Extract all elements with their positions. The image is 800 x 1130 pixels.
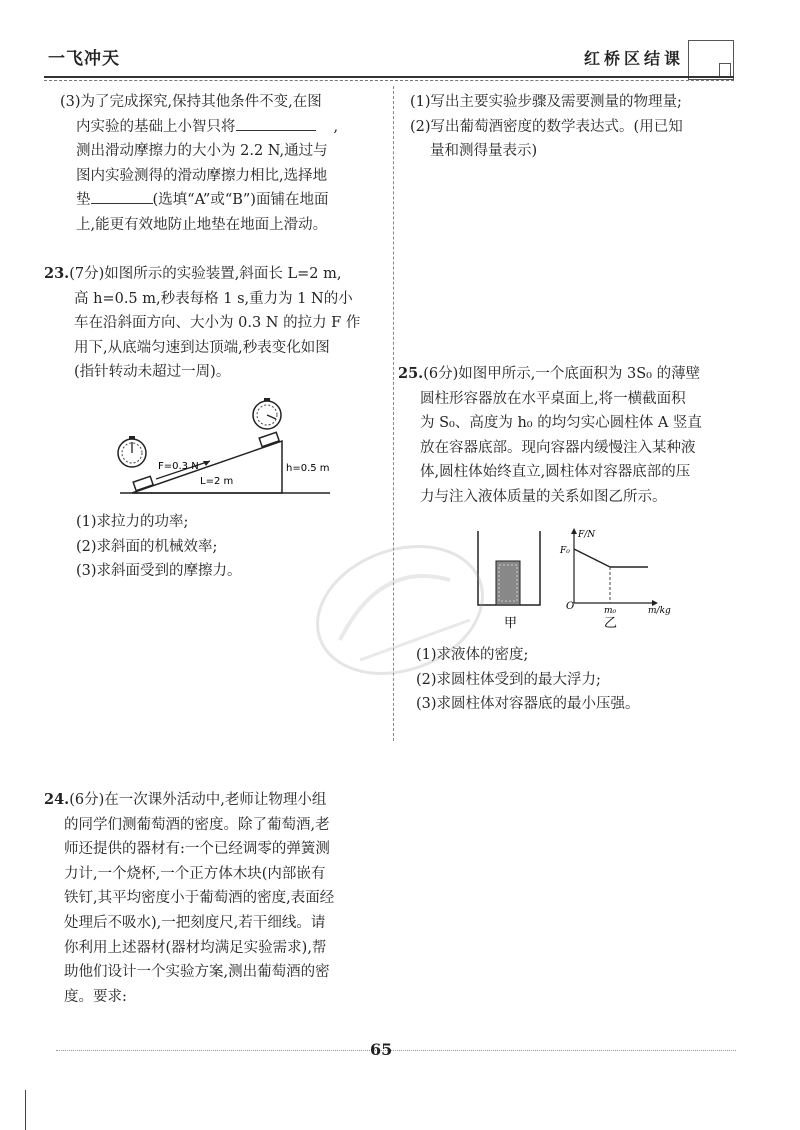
q25-line-6: 力与注入液体质量的关系如图乙所示。 [420,488,667,505]
q23-line-3: 车在沿斜面方向、大小为 0.3 N 的拉力 F 作 [74,315,361,332]
q23-stem [44,262,360,385]
q24-line-1: (6分)在一次课外活动中,老师让物理小组 [69,792,327,808]
q24-line-3: 师还提供的器材有:一个已经调零的弹簧测 [64,841,330,858]
container-figure [470,525,690,635]
y-tick-f0: F₀ [560,546,570,556]
q23-question-3: (3)求斜面受到的摩擦力。 [76,563,242,580]
margin-line [25,1090,26,1130]
q24-req-2: (2)写出葡萄酒密度的数学表达式。(用已知 [410,118,683,135]
label-jia: 甲 [504,616,518,631]
q24-line-9: 度。要求: [64,988,127,1005]
q23-line-2: 高 h=0.5 m,秒表每格 1 s,重力为 1 N的小 [74,290,353,307]
q24-line-7: 你利用上述器材(器材均满足实验需求),帮 [64,939,327,956]
q23-question-2: (2)求斜面的机械效率; [76,538,218,555]
q25-stem [398,362,702,510]
q23-line-5: (指针转动未超过一周)。 [74,364,231,381]
header-rule [44,76,734,78]
q22-line-1: (3)为了完成探究,保持其他条件不变,在图 [60,94,322,110]
q22-line-6: 上,能更有效地防止地垫在地面上滑动。 [76,216,328,233]
q23-questions [76,510,242,584]
q25-line-1: (6分)如图甲所示,一个底面积为 3S₀ 的薄壁 [423,366,701,382]
q23-line-1: (7分)如图所示的实验装置,斜面长 L=2 m, [69,266,342,282]
q25-line-5: 体,圆柱体始终直立,圆柱体对容器底部的压 [420,464,691,481]
q22-line-3: 测出滑动摩擦力的大小为 2.2 N,通过与 [76,143,328,160]
q24-number: 24. [44,791,70,808]
q24-line-4: 力计,一个烧杯,一个正方体木块(内部嵌有 [64,865,326,882]
answer-blank [236,116,316,131]
height-label: h=0.5 m [286,463,330,474]
q24-line-8: 助他们设计一个实验方案,测出葡萄酒的密 [64,964,330,981]
watermark-stamp [300,520,500,700]
q25-line-4: 放在容器底部。现向容器内缓慢注入某种液 [420,439,696,456]
q22-part3 [60,90,338,238]
cart-bottom [133,476,153,490]
q22-line-2 [60,115,338,140]
q24-stem [44,788,334,1009]
label-yi: 乙 [604,616,618,631]
q25-question-3: (3)求圆柱体对容器底的最小压强。 [416,696,640,713]
cart-top [259,432,279,446]
q25-number: 25. [398,365,424,382]
header-rule-dashed [44,80,734,81]
q24-line-6: 处理后不吸水),一把刻度尺,若干细线。请 [64,914,326,931]
header-right-title: 红桥区结课 [584,49,685,68]
q22-line-5-prefix: 垫 [76,192,91,209]
q23-question-1: (1)求拉力的功率; [76,514,189,530]
q22-line-2-comma: , [333,118,339,135]
y-axis-label: F/N [578,530,596,540]
footer-dotted-line [56,1050,736,1051]
q24-req-1: (1)写出主要实验步骤及需要测量的物理量; [410,94,682,110]
header-corner-box [688,40,734,80]
incline-figure [110,395,350,505]
q23-line-4: 用下,从底端匀速到达顶端,秒表变化如图 [74,339,330,356]
q25-line-3: 为 S₀、高度为 h₀ 的均匀实心圆柱体 A 竖直 [420,415,702,432]
origin-label: O [566,601,575,612]
q25-line-2: 圆柱形容器放在水平桌面上,将一横截面积 [420,390,686,407]
x-tick-m0: m₀ [604,606,617,616]
header-left-title: 一飞冲天 [48,49,120,69]
graph-line-decreasing [574,549,610,567]
q24-line-2: 的同学们测葡萄酒的密度。除了葡萄酒,老 [64,816,330,833]
q22-line-2-text: 内实验的基础上小智只将 [76,118,236,135]
q24-requirements [410,90,683,164]
q23-number: 23. [44,265,70,282]
answer-blank [91,189,153,204]
q25-question-1: (1)求液体的密度; [416,647,529,663]
force-label: F=0.3 N [158,461,199,472]
q25-question-2: (2)求圆柱体受到的最大浮力; [416,671,601,688]
q24-req-3: 量和测得量表示) [430,143,538,160]
q24-line-5: 铁钉,其平均密度小于葡萄酒的密度,表面经 [64,890,335,907]
x-axis-label: m/kg [648,606,671,616]
q22-line-5-text: (选填“A”或“B”)面铺在地面 [152,192,329,209]
q22-line-5 [60,188,338,213]
page-number: 65 [370,1040,393,1059]
q22-line-4: 图内实验测得的滑动摩擦力相比,选择地 [76,167,328,184]
length-label: L=2 m [200,476,234,487]
